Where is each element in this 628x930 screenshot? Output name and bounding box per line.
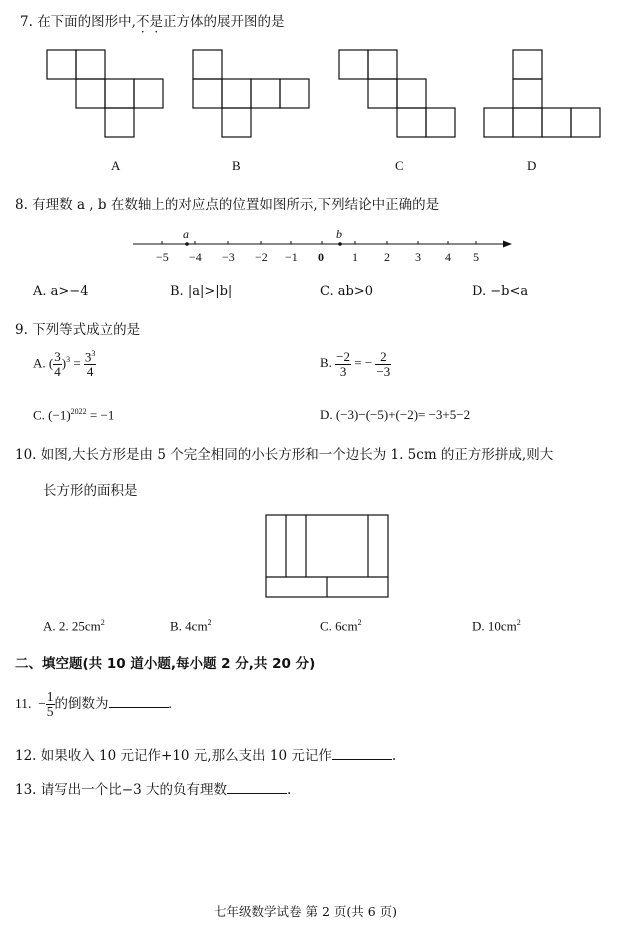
q11-end: . bbox=[168, 695, 172, 711]
q9-option-b-rhs bbox=[375, 350, 391, 378]
fraction-denominator: 4 bbox=[86, 363, 94, 379]
q10-option-c-text: C. 6cm bbox=[320, 618, 358, 634]
fraction-numerator: 3 bbox=[54, 349, 61, 365]
q9-option-a-rhs bbox=[84, 350, 97, 379]
q8-point-b bbox=[338, 242, 342, 246]
q7-label-a: A bbox=[111, 158, 121, 173]
q8-tick-label: 5 bbox=[473, 250, 479, 264]
fraction-numerator: 3 bbox=[84, 349, 92, 365]
q12-text: 12. 如果收入 10 元记作+10 元,那么支出 10 元记作 bbox=[15, 748, 332, 764]
q9-option-c-exponent: 2022 bbox=[70, 407, 87, 416]
q8-tick-label: 3 bbox=[415, 250, 421, 264]
q8-option-b: B. |a|>|b| bbox=[170, 284, 233, 299]
q8-option-a: A. a>−4 bbox=[33, 284, 89, 299]
q9-option-b-equals: = − bbox=[354, 355, 373, 371]
q9-option-a-label: A. bbox=[33, 355, 46, 371]
q7-net-a bbox=[47, 50, 163, 137]
q8-tick-label: −4 bbox=[189, 250, 202, 264]
q7-text-a: 在下面的图形中, bbox=[37, 14, 136, 30]
q10-option-a bbox=[43, 618, 105, 634]
q8-tick-label: 0 bbox=[318, 250, 324, 264]
q8-label-b: b bbox=[336, 227, 342, 241]
q9-option-a-exponent: 3 bbox=[66, 354, 71, 364]
q10-rectangle-figure bbox=[0, 500, 628, 610]
q8-tick-label: −3 bbox=[222, 250, 235, 264]
unit-exponent: 2 bbox=[207, 618, 212, 627]
fraction-denominator: 3 bbox=[339, 363, 347, 379]
q8-number-line bbox=[0, 220, 628, 270]
q11-text: 的倒数为 bbox=[54, 695, 109, 711]
q9-option-c bbox=[33, 407, 114, 423]
q8-tick-label: 1 bbox=[352, 250, 358, 264]
fraction-numerator: 2 bbox=[375, 350, 391, 365]
q10-option-d-text: D. 10cm bbox=[472, 618, 517, 634]
q10-option-a-text: A. 2. 25cm bbox=[43, 618, 101, 634]
q9-stem: 9. 下列等式成立的是 bbox=[15, 322, 141, 338]
answer-blank[interactable] bbox=[332, 758, 392, 760]
q10-line-2: 长方形的面积是 bbox=[43, 483, 138, 499]
q11-fraction bbox=[46, 690, 55, 719]
section-2-title: 二、填空题(共 10 道小题,每小题 2 分,共 20 分) bbox=[15, 656, 316, 672]
q7-label-d: D bbox=[527, 158, 537, 173]
q10-option-b-text: B. 4cm bbox=[170, 618, 208, 634]
q8-point-a bbox=[185, 242, 189, 246]
page-footer: 七年级数学试卷 第 2 页(共 6 页) bbox=[214, 904, 398, 919]
q12-end: . bbox=[391, 748, 397, 764]
q8-tick-label: −2 bbox=[255, 250, 268, 264]
answer-blank[interactable] bbox=[109, 706, 169, 708]
q10-option-c bbox=[320, 618, 362, 634]
q9-option-b-fraction bbox=[335, 350, 351, 378]
q11-number: 11. bbox=[15, 695, 32, 711]
q12 bbox=[15, 744, 396, 764]
q13-text: 13. 请写出一个比−3 大的负有理数 bbox=[15, 782, 227, 798]
q7-cube-nets bbox=[0, 0, 628, 180]
answer-blank[interactable] bbox=[227, 792, 287, 794]
q7-label-c: C bbox=[395, 158, 404, 173]
q7-emphasis-1: 不 bbox=[135, 14, 150, 30]
q8-option-c: C. ab>0 bbox=[320, 284, 373, 299]
q9-option-c-tail: = −1 bbox=[89, 407, 115, 423]
q13-end: . bbox=[286, 782, 292, 798]
fraction-numerator: 1 bbox=[46, 689, 54, 704]
q9-option-a: A. ( $\frac{3}{4}$ )$^3$ = $\frac{3^3}{4}$ bbox=[33, 349, 96, 379]
q9-option-d: D. (−3)−(−5)+(−2)= −3+5−2 bbox=[320, 407, 471, 422]
fraction-numerator: −2 bbox=[336, 349, 351, 364]
q8-tick-label: −1 bbox=[285, 250, 298, 264]
q9-option-a-fraction bbox=[53, 350, 62, 378]
q7-emphasis-2: 是 bbox=[149, 14, 163, 30]
unit-exponent: 2 bbox=[516, 618, 521, 627]
fraction-denominator: 4 bbox=[54, 363, 61, 379]
q7-label-b: B bbox=[232, 158, 241, 173]
q8-option-d: D. −b<a bbox=[472, 284, 529, 299]
q11-negative-sign: − bbox=[38, 695, 46, 711]
q11 bbox=[15, 690, 172, 719]
unit-exponent: 2 bbox=[100, 618, 105, 627]
q10-option-b bbox=[170, 618, 212, 634]
q8-stem: 8. 有理数 a , b 在数轴上的对应点的位置如图所示,下列结论中正确的是 bbox=[15, 197, 440, 213]
q9-option-c-text: C. (−1) bbox=[33, 407, 71, 423]
q8-tick-label: 4 bbox=[445, 250, 451, 264]
unit-exponent: 2 bbox=[357, 618, 362, 627]
fraction-denominator: 5 bbox=[46, 704, 54, 720]
fraction-denominator: −3 bbox=[376, 363, 391, 379]
q7-net-c bbox=[339, 50, 455, 137]
q9-option-b bbox=[320, 350, 391, 378]
q7-net-d bbox=[484, 50, 600, 137]
q10-line-1: 10. 如图,大长方形是由 5 个完全相同的小长方形和一个边长为 1. 5cm 的正方形拼成,则大 bbox=[15, 447, 554, 463]
rhs-exponent: 3 bbox=[91, 349, 96, 358]
q9-option-b-label: B. bbox=[320, 355, 332, 371]
q7-net-b bbox=[193, 50, 309, 137]
q8-tick-label: 2 bbox=[384, 250, 390, 264]
q7-text-b: 正方体的展开图的是 bbox=[162, 14, 285, 30]
q10-option-d bbox=[472, 618, 521, 634]
q7-number: 7. bbox=[20, 14, 33, 30]
q8-tick-label: −5 bbox=[156, 250, 169, 264]
q8-label-a: a bbox=[183, 227, 189, 241]
q13 bbox=[15, 778, 291, 798]
